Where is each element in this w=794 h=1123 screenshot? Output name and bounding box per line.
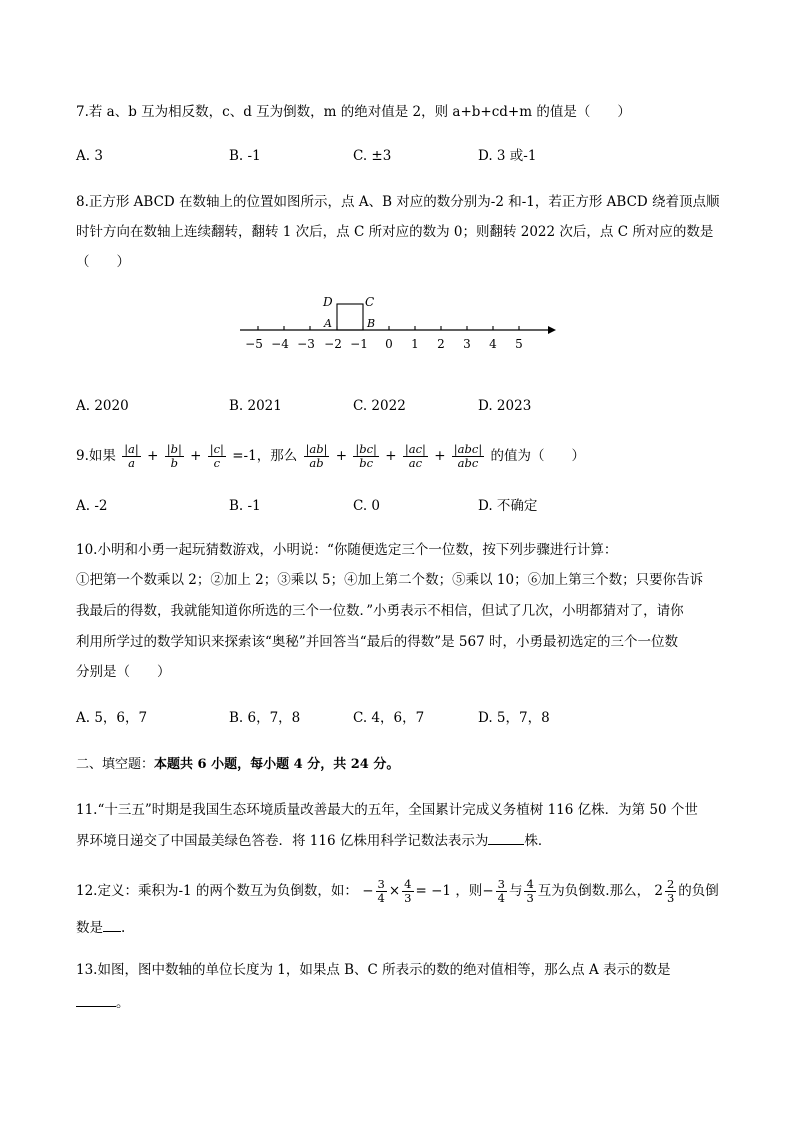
option-a[interactable]: A. 3: [76, 148, 103, 164]
fraction-3-4: $\frac{3}{4}$: [497, 877, 505, 905]
fraction-abs-a-over-a: $\frac{|a|}{a}$: [124, 442, 139, 470]
question-12-line1: 12.定义：乘积为-1 的两个数互为负倒数，如： − $\frac{3}{4}$ × $\frac{4}{3}$ = −1 ，则− $\frac{3}{4}$ 与 $\frac{4}{3}$ 互为负倒数.那么， 2 $\frac{2}{3}$ 的负倒: [76, 877, 719, 905]
option-c[interactable]: C. ±3: [353, 148, 392, 164]
tick-label: 4: [489, 337, 497, 351]
tick-label: −3: [297, 337, 315, 351]
question-9-options: [76, 496, 716, 516]
question-9-mid: =-1，那么: [232, 448, 298, 464]
tick-label: 3: [463, 337, 471, 351]
tick-label: 0: [385, 337, 393, 351]
option-b[interactable]: B. -1: [229, 148, 261, 164]
question-7-options: [76, 146, 716, 166]
arrow-head-icon: [548, 326, 556, 334]
tick-label: −1: [350, 337, 368, 351]
tick-marks: [258, 326, 519, 330]
question-9-suffix: 的值为（ ）: [490, 448, 586, 464]
answer-blank[interactable]: [488, 830, 524, 845]
answer-blank[interactable]: [103, 917, 121, 932]
question-8-stem-line1: 8.正方形 ABCD 在数轴上的位置如图所示，点 A、B 对应的数分别为-2 和-1，若正方形 ABCD 绕着顶点顺: [76, 194, 720, 210]
fraction-abs-b-over-b: $\frac{|b|}{b}$: [166, 442, 182, 470]
vertex-label-d: D: [323, 295, 333, 309]
fraction-4-3: $\frac{4}{3}$: [526, 877, 534, 905]
question-10-line1: 10.小明和小勇一起玩猜数游戏，小明说：“你随便选定三个一位数，按下列步骤进行计算：: [76, 542, 618, 558]
option-d[interactable]: D. 3 或-1: [478, 148, 537, 164]
tick-label: −5: [245, 337, 263, 351]
fraction-abs-ab-over-ab: $\frac{|ab|}{ab}$: [305, 442, 328, 470]
option-a[interactable]: A. -2: [76, 498, 108, 514]
mixed-number-whole: 2: [654, 883, 663, 899]
question-11-line1: 11.“十三五”时期是我国生态环境质量改善最大的五年，全国累计完成义务植树 116 亿株．为第 50 个世: [76, 802, 698, 818]
fraction-4-3: $\frac{4}{3}$: [404, 877, 412, 905]
question-10-line5: 分别是（ ）: [76, 664, 171, 680]
option-d[interactable]: D. 2023: [478, 398, 532, 414]
question-8-options: [76, 396, 716, 416]
question-10-line4: 利用所学过的数学知识来探索该“奥秘”并回答当“最后的得数”是 567 时，小勇最初选定的三个一位数: [76, 634, 678, 650]
section-2-description: 本题共 6 小题，每小题 4 分，共 24 分。: [154, 757, 400, 772]
option-d[interactable]: D. 不确定: [478, 498, 538, 514]
tick-label: 2: [437, 337, 445, 351]
option-d[interactable]: D. 5，7，8: [478, 710, 550, 726]
question-13-line1: 13.如图，图中数轴的单位长度为 1，如果点 B、C 所表示的数的绝对值相等，那么点 A 表示的数是: [76, 962, 671, 978]
question-13-line2: 。: [76, 992, 130, 1013]
number-line-figure: [230, 288, 570, 360]
option-c[interactable]: C. 4，6，7: [353, 710, 425, 726]
answer-blank[interactable]: [76, 992, 116, 1007]
option-c[interactable]: C. 2022: [353, 398, 406, 414]
question-8-stem-line2: 时针方向在数轴上连续翻转，翻转 1 次后，点 C 所对应的数为 0；则翻转 2022 次后，点 C 所对应的数是: [76, 224, 714, 240]
question-10-line3: 我最后的得数，我就能知道你所选的三个一位数．”小勇表示不相信，但试了几次，小明都猜对了，请你: [76, 603, 684, 619]
vertex-label-b: B: [367, 317, 376, 330]
question-9-prefix: 9.如果: [76, 448, 116, 464]
tick-label: 5: [515, 337, 523, 351]
section-2-title: 二、填空题：: [76, 757, 155, 772]
option-b[interactable]: B. 2021: [229, 398, 282, 414]
fraction-2-3: $\frac{2}{3}$: [666, 877, 675, 905]
tick-label: 1: [411, 337, 419, 351]
question-8-stem-line3: （ ）: [76, 254, 130, 270]
fraction-abs-abc-over-abc: $\frac{\text{|abc|}}{\text{abc}}$: [453, 442, 483, 470]
tick-labels: [245, 337, 523, 351]
question-11-line2: 界环境日递交了中国最美绿色答卷．将 116 亿株用科学记数法表示为 株．: [76, 830, 551, 851]
option-b[interactable]: B. -1: [229, 498, 261, 514]
question-12-line2: 数是 .: [76, 917, 125, 938]
option-a[interactable]: A. 5，6，7: [76, 710, 148, 726]
question-10-options: [76, 708, 716, 728]
fraction-3-4: $\frac{3}{4}$: [377, 877, 385, 905]
square-abcd: [337, 304, 363, 330]
section-2-heading: [76, 755, 399, 775]
question-10-line2: ①把第一个数乘以 2；②加上 2；③乘以 5；④加上第二个数；⑤乘以 10；⑥加上第三个数；只要你告诉: [76, 572, 704, 588]
vertex-label-c: C: [365, 295, 375, 309]
option-b[interactable]: B. 6，7，8: [229, 710, 301, 726]
option-a[interactable]: A. 2020: [76, 398, 129, 414]
fraction-abs-ac-over-ac: $\frac{|ac|}{ac}$: [404, 442, 426, 470]
question-7-stem: 7.若 a、b 互为相反数，c、d 互为倒数，m 的绝对值是 2，则 a+b+cd+m 的值是（ ）: [76, 104, 631, 120]
option-c[interactable]: C. 0: [353, 498, 381, 514]
tick-label: −2: [324, 337, 342, 351]
vertex-label-a: A: [324, 317, 332, 330]
fraction-abs-c-over-c: $\frac{|c|}{c}$: [209, 442, 224, 470]
fraction-abs-bc-over-bc: $\frac{|bc|}{bc}$: [355, 442, 377, 470]
tick-label: −4: [271, 337, 289, 351]
question-9-stem: 9.如果 $\frac{|a|}{a}$ + $\frac{|b|}{b}$ + $\frac{|c|}{c}$ =-1，那么 $\frac{|ab|}{ab}$ + $\frac{|bc|}{bc}$ + $\frac{|ac|}{ac}$ + $\frac{\text{|abc|}}{\text{abc}}$ 的值为（ ）: [76, 442, 586, 470]
